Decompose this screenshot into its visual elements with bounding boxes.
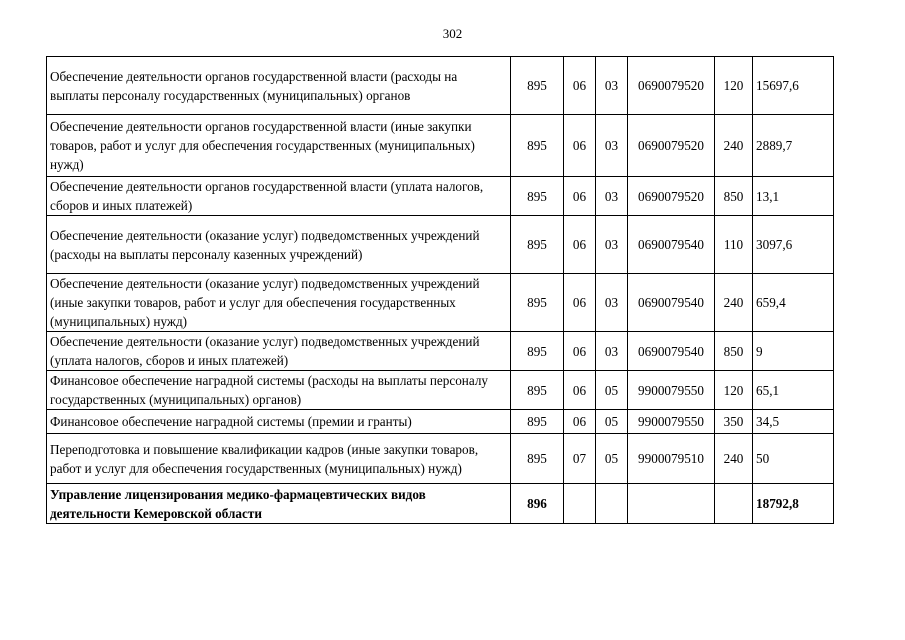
amount: 34,5 (753, 410, 834, 434)
department-code: 896 (511, 484, 564, 524)
table-body (47, 57, 834, 524)
subsection-code: 03 (596, 115, 628, 177)
amount: 659,4 (753, 274, 834, 332)
expense-type-code: 120 (715, 371, 753, 410)
row-description: Обеспечение деятельности органов государственной власти (расходы на выплаты персоналу государственных (муниципальных) органов (47, 57, 511, 115)
table-row (47, 115, 834, 177)
row-description: Финансовое обеспечение наградной системы (расходы на выплаты персоналу государственных (муниципальных) органов) (47, 371, 511, 410)
department-code: 895 (511, 57, 564, 115)
target-article-code: 0690079540 (628, 274, 715, 332)
table-row (47, 177, 834, 216)
amount: 15697,6 (753, 57, 834, 115)
subsection-code: 03 (596, 57, 628, 115)
section-code: 06 (564, 332, 596, 371)
department-code: 895 (511, 371, 564, 410)
expense-type-code: 350 (715, 410, 753, 434)
table-row (47, 434, 834, 484)
table-row (47, 410, 834, 434)
row-description: Управление лицензирования медико-фармацевтических видов деятельности Кемеровской области (47, 484, 511, 524)
amount: 18792,8 (753, 484, 834, 524)
target-article-code: 9900079550 (628, 410, 715, 434)
table-row (47, 216, 834, 274)
target-article-code: 0690079540 (628, 216, 715, 274)
department-code: 895 (511, 274, 564, 332)
row-description: Обеспечение деятельности (оказание услуг) подведомственных учреждений (уплата налогов, сборов и иных платежей) (47, 332, 511, 371)
section-code: 06 (564, 177, 596, 216)
expense-type-code: 240 (715, 274, 753, 332)
target-article-code: 9900079550 (628, 371, 715, 410)
subsection-code (596, 484, 628, 524)
section-code (564, 484, 596, 524)
amount: 9 (753, 332, 834, 371)
table-row (47, 484, 834, 524)
target-article-code: 0690079520 (628, 177, 715, 216)
expense-type-code: 240 (715, 434, 753, 484)
row-description: Обеспечение деятельности (оказание услуг) подведомственных учреждений (иные закупки товаров, работ и услуг для обеспечения государственных (муниципальных) нужд) (47, 274, 511, 332)
section-code: 06 (564, 216, 596, 274)
expense-type-code: 240 (715, 115, 753, 177)
expense-type-code: 110 (715, 216, 753, 274)
department-code: 895 (511, 177, 564, 216)
subsection-code: 03 (596, 216, 628, 274)
section-code: 06 (564, 274, 596, 332)
department-code: 895 (511, 332, 564, 371)
target-article-code: 0690079540 (628, 332, 715, 371)
section-code: 06 (564, 371, 596, 410)
section-code: 06 (564, 57, 596, 115)
section-code: 07 (564, 434, 596, 484)
expense-type-code: 120 (715, 57, 753, 115)
department-code: 895 (511, 216, 564, 274)
target-article-code: 0690079520 (628, 115, 715, 177)
expense-type-code: 850 (715, 177, 753, 216)
table-row (47, 332, 834, 371)
department-code: 895 (511, 410, 564, 434)
section-code: 06 (564, 115, 596, 177)
table-row (47, 57, 834, 115)
row-description: Переподготовка и повышение квалификации кадров (иные закупки товаров, работ и услуг для обеспечения государственных (муниципальных) нужд) (47, 434, 511, 484)
table-row (47, 371, 834, 410)
subsection-code: 03 (596, 274, 628, 332)
amount: 65,1 (753, 371, 834, 410)
row-description: Обеспечение деятельности органов государственной власти (иные закупки товаров, работ и услуг для обеспечения государственных (муниципальных) нужд) (47, 115, 511, 177)
row-description: Обеспечение деятельности органов государственной власти (уплата налогов, сборов и иных платежей) (47, 177, 511, 216)
expense-type-code: 850 (715, 332, 753, 371)
amount: 13,1 (753, 177, 834, 216)
table-row (47, 274, 834, 332)
department-code: 895 (511, 115, 564, 177)
subsection-code: 05 (596, 371, 628, 410)
target-article-code (628, 484, 715, 524)
row-description: Финансовое обеспечение наградной системы (премии и гранты) (47, 410, 511, 434)
amount: 50 (753, 434, 834, 484)
amount: 2889,7 (753, 115, 834, 177)
target-article-code: 9900079510 (628, 434, 715, 484)
department-code: 895 (511, 434, 564, 484)
page-number: 302 (442, 26, 463, 41)
row-description: Обеспечение деятельности (оказание услуг) подведомственных учреждений (расходы на выплаты персоналу казенных учреждений) (47, 216, 511, 274)
budget-table (46, 56, 834, 524)
expense-type-code (715, 484, 753, 524)
subsection-code: 05 (596, 434, 628, 484)
subsection-code: 05 (596, 410, 628, 434)
section-code: 06 (564, 410, 596, 434)
subsection-code: 03 (596, 177, 628, 216)
amount: 3097,6 (753, 216, 834, 274)
target-article-code: 0690079520 (628, 57, 715, 115)
subsection-code: 03 (596, 332, 628, 371)
